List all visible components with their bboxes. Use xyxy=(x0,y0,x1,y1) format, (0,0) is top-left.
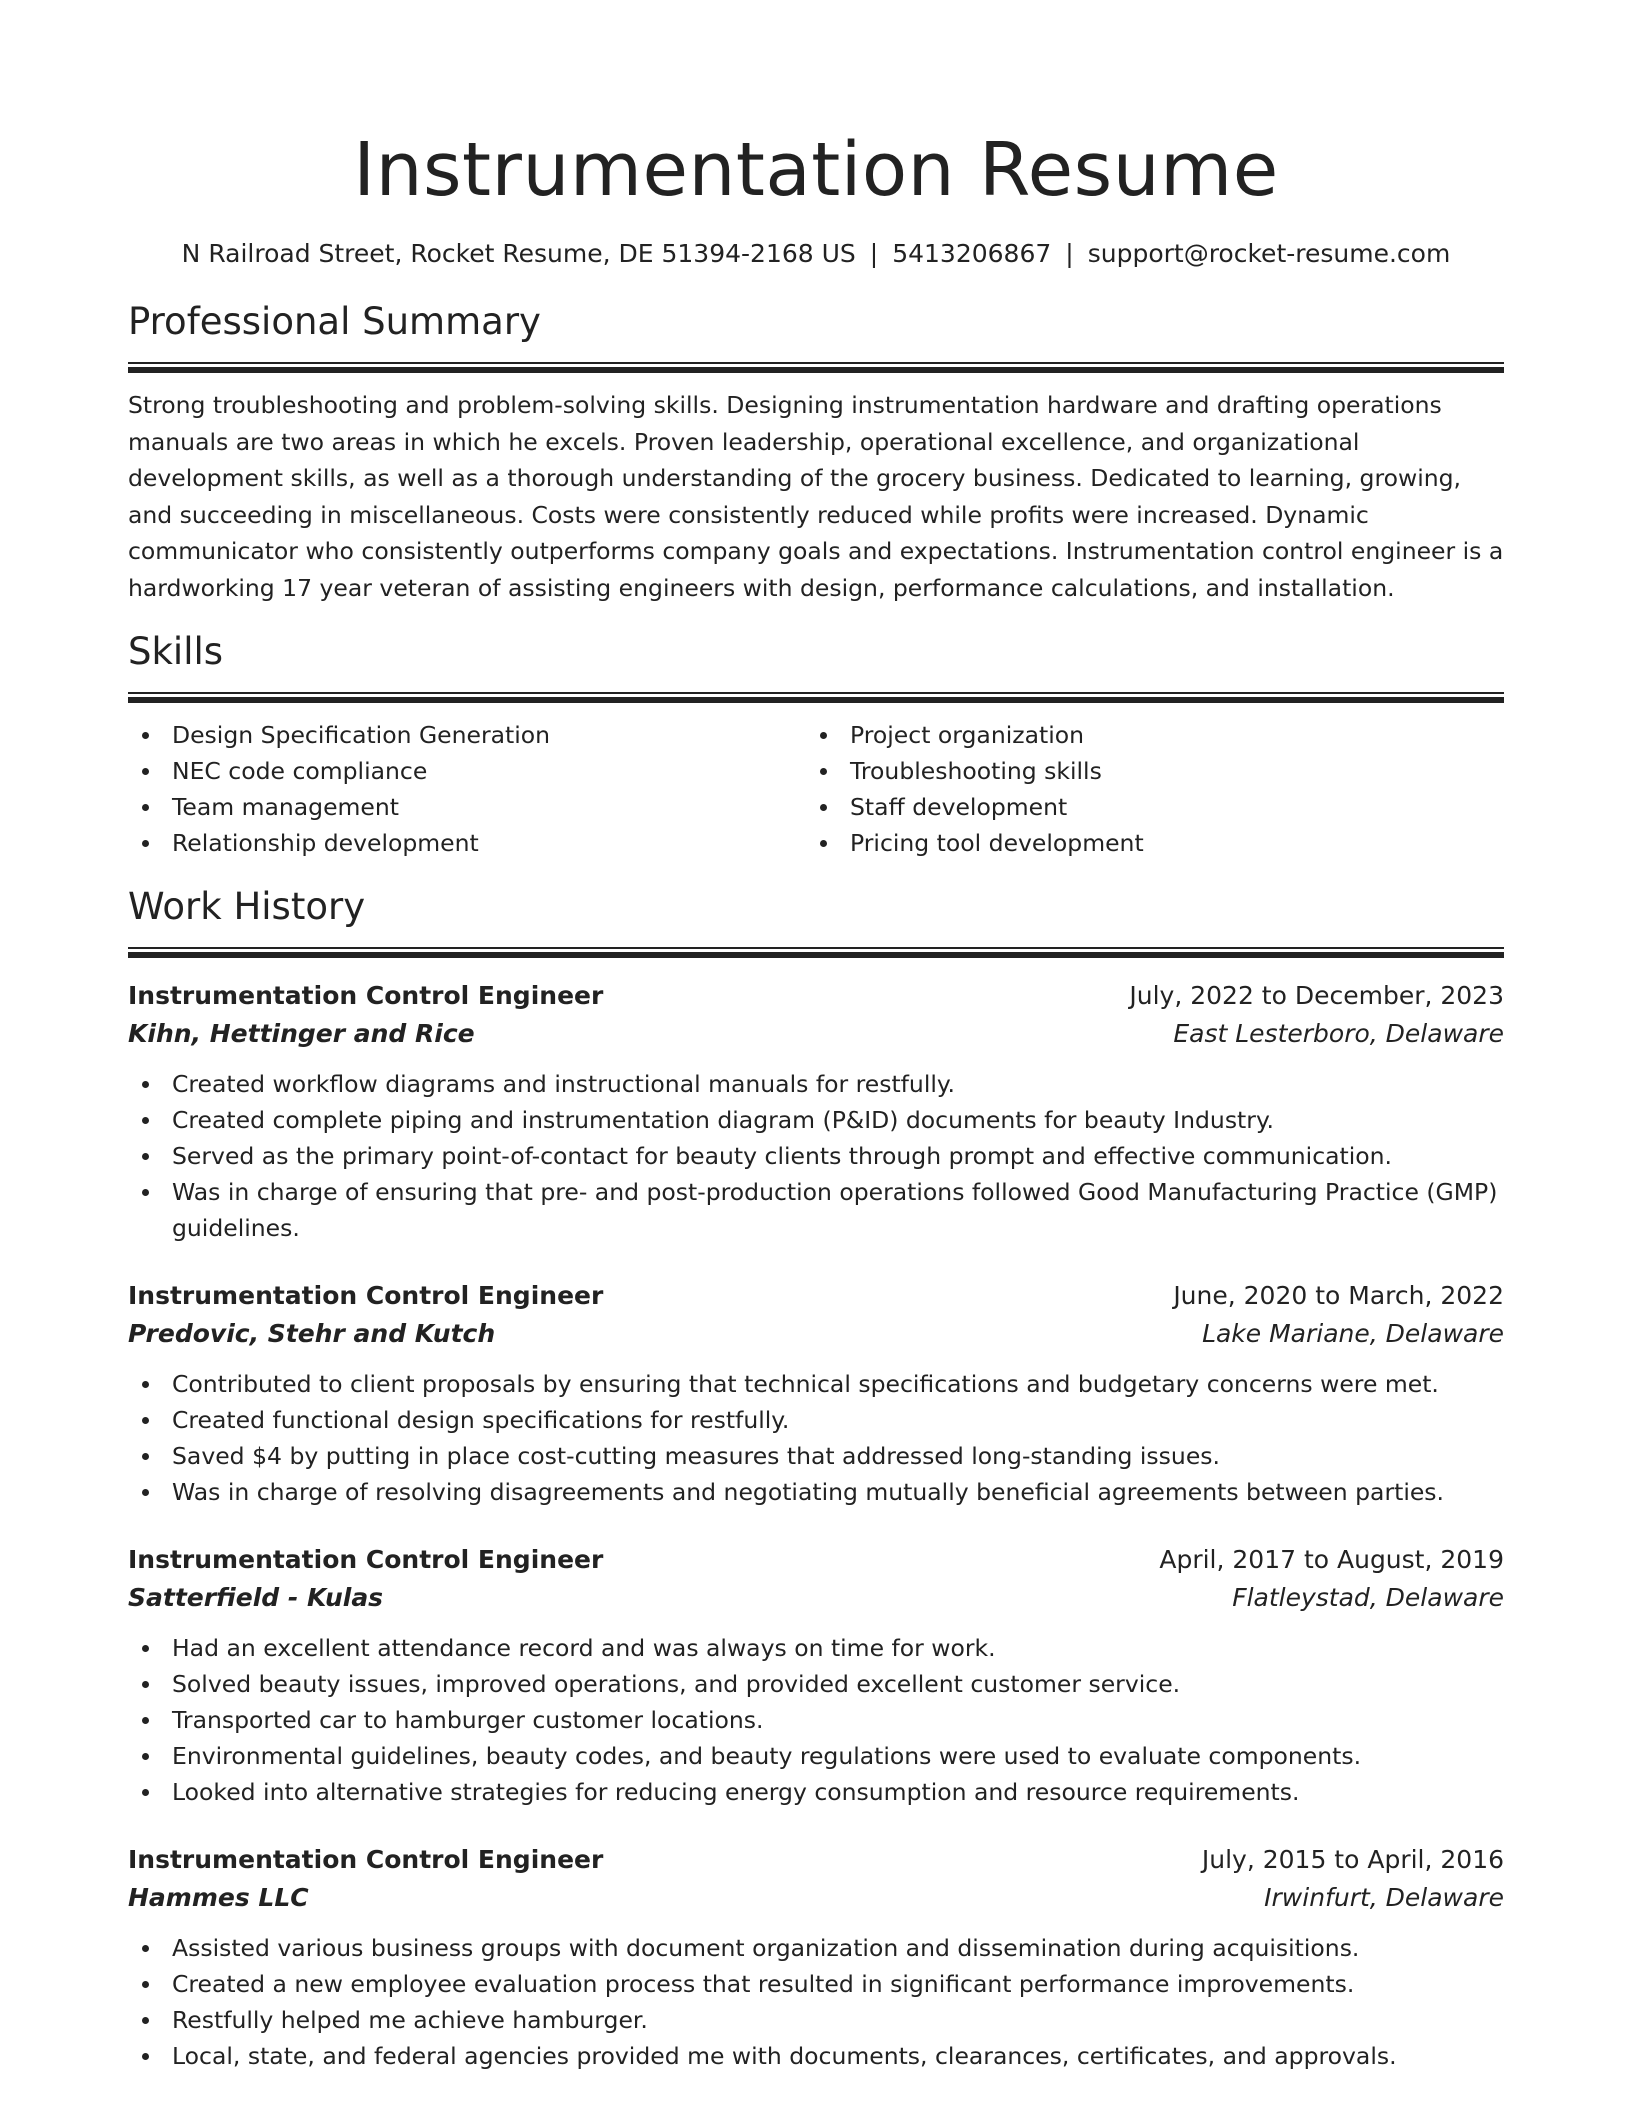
job-company: Predovic, Stehr and Kutch xyxy=(128,1319,496,1348)
job-dates: June, 2020 to March, 2022 xyxy=(1173,1281,1504,1310)
job-bullet: Local, state, and federal agencies provided me with documents, clearances, certificates, and approvals. xyxy=(128,2038,1504,2074)
contact-line xyxy=(128,238,1504,270)
contact-address: N Railroad Street, Rocket Resume, DE 51394-2168 US xyxy=(181,239,856,268)
skill-item: Staff development xyxy=(806,789,1484,825)
job-entry xyxy=(128,1542,1504,1810)
summary-text: Strong troubleshooting and problem-solving skills. Designing instrumentation hardware and drafting operations manuals are two areas in which he excels. Proven leadership, operational excellence, and organizational development skills, as well as a thorough understanding of the grocery business. Dedicated to learning, growing, and succeeding in miscellaneous. Costs were consistently reduced while profits were increased. Dynamic communicator who consistently outperforms company goals and expectations. Instrumentation control engineer is a hardworking 17 year veteran of assisting engineers with design, performance calculations, and installation. xyxy=(128,391,1504,602)
skills-list-right xyxy=(806,717,1484,861)
job-bullets xyxy=(128,1366,1504,1510)
job-company: Kihn, Hettinger and Rice xyxy=(128,1019,475,1048)
job-dates: April, 2017 to August, 2019 xyxy=(1159,1545,1504,1574)
work-heading: Work History xyxy=(128,885,366,928)
job-entry xyxy=(128,1278,1504,1510)
job-bullet: Solved beauty issues, improved operations, and provided excellent customer service. xyxy=(128,1666,1504,1702)
job-bullet: Transported car to hamburger customer locations. xyxy=(128,1702,1504,1738)
job-bullet: Looked into alternative strategies for reducing energy consumption and resource requirements. xyxy=(128,1774,1504,1810)
job-entry xyxy=(128,978,1504,1246)
job-bullet: Created functional design specifications for restfully. xyxy=(128,1402,1504,1438)
skill-item: Pricing tool development xyxy=(806,825,1484,861)
resume-page xyxy=(128,0,1504,2074)
job-bullet: Served as the primary point-of-contact for beauty clients through prompt and effective communication. xyxy=(128,1138,1504,1174)
section-divider xyxy=(128,947,1504,958)
job-bullet: Was in charge of ensuring that pre- and post-production operations followed Good Manufacturing Practice (GMP) guidelines. xyxy=(128,1174,1504,1246)
job-bullets xyxy=(128,1066,1504,1246)
job-title: Instrumentation Control Engineer xyxy=(128,1281,604,1310)
job-bullet: Created workflow diagrams and instructional manuals for restfully. xyxy=(128,1066,1504,1102)
job-dates: July, 2022 to December, 2023 xyxy=(1129,981,1504,1010)
job-bullet: Saved $4 by putting in place cost-cutting measures that addressed long-standing issues. xyxy=(128,1438,1504,1474)
job-company: Hammes LLC xyxy=(128,1883,309,1912)
job-bullet: Assisted various business groups with document organization and dissemination during acquisitions. xyxy=(128,1930,1504,1966)
skills-list-left xyxy=(128,717,806,861)
job-dates: July, 2015 to April, 2016 xyxy=(1201,1845,1504,1874)
skills-section xyxy=(128,630,1504,861)
contact-phone: 5413206867 xyxy=(892,239,1052,268)
work-section xyxy=(128,885,1504,2074)
job-entry xyxy=(128,1842,1504,2074)
section-divider xyxy=(128,362,1504,373)
job-location: East Lesterboro, Delaware xyxy=(1173,1019,1504,1048)
contact-email: support@rocket-resume.com xyxy=(1087,239,1451,268)
job-location: Irwinfurt, Delaware xyxy=(1264,1883,1504,1912)
job-bullets xyxy=(128,1630,1504,1810)
skill-item: Team management xyxy=(128,789,806,825)
skill-item: NEC code compliance xyxy=(128,753,806,789)
job-bullet: Had an excellent attendance record and was always on time for work. xyxy=(128,1630,1504,1666)
skills-heading: Skills xyxy=(128,630,224,673)
resume-title: Instrumentation Resume xyxy=(353,127,1279,213)
section-divider xyxy=(128,692,1504,703)
skill-item: Design Specification Generation xyxy=(128,717,806,753)
job-bullet: Created a new employee evaluation process that resulted in significant performance improvements. xyxy=(128,1966,1504,2002)
skill-item: Troubleshooting skills xyxy=(806,753,1484,789)
job-bullet: Environmental guidelines, beauty codes, and beauty regulations were used to evaluate components. xyxy=(128,1738,1504,1774)
job-bullet: Was in charge of resolving disagreements and negotiating mutually beneficial agreements between parties. xyxy=(128,1474,1504,1510)
contact-separator: | xyxy=(1065,239,1074,268)
job-location: Flatleystad, Delaware xyxy=(1232,1583,1504,1612)
summary-section xyxy=(128,300,1504,606)
job-title: Instrumentation Control Engineer xyxy=(128,1545,604,1574)
job-bullet: Contributed to client proposals by ensuring that technical specifications and budgetary concerns were met. xyxy=(128,1366,1504,1402)
job-bullets xyxy=(128,1930,1504,2074)
contact-separator: | xyxy=(869,239,879,268)
skill-item: Relationship development xyxy=(128,825,806,861)
skills-columns xyxy=(128,717,1504,861)
job-title: Instrumentation Control Engineer xyxy=(128,1845,604,1874)
summary-heading: Professional Summary xyxy=(128,300,541,343)
skill-item: Project organization xyxy=(806,717,1484,753)
job-location: Lake Mariane, Delaware xyxy=(1202,1319,1504,1348)
job-company: Satterfield - Kulas xyxy=(128,1583,384,1612)
job-bullet: Created complete piping and instrumentation diagram (P&ID) documents for beauty Industry. xyxy=(128,1102,1504,1138)
job-title: Instrumentation Control Engineer xyxy=(128,981,604,1010)
job-bullet: Restfully helped me achieve hamburger. xyxy=(128,2002,1504,2038)
